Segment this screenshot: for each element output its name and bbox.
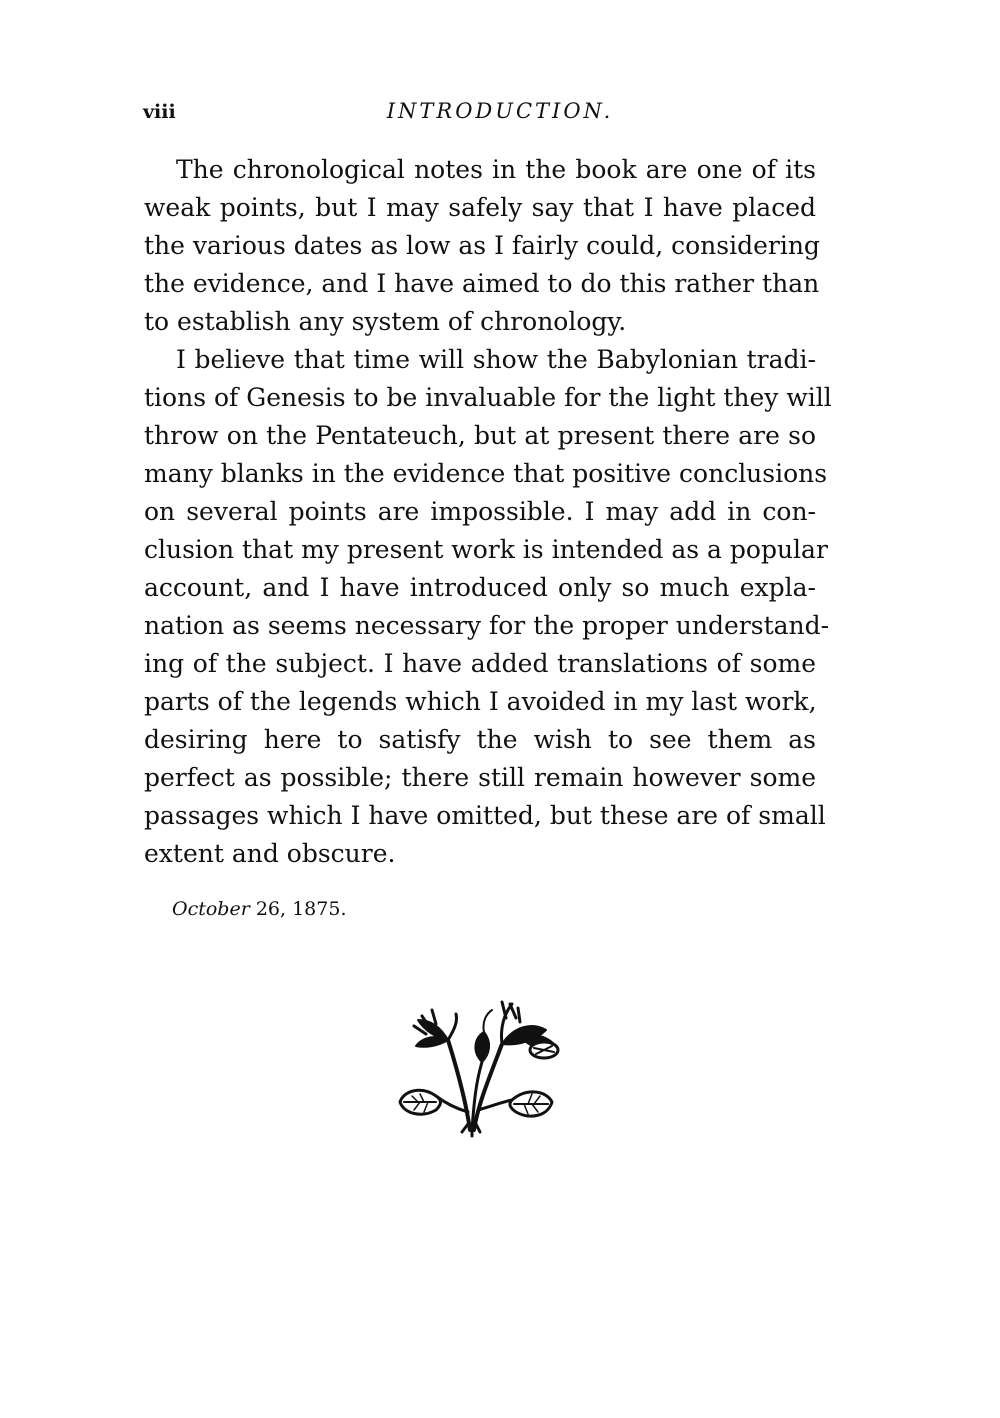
text-line: I believe that time will show the Babylonian tradi- xyxy=(176,345,816,374)
dateline-date: 26, 1875. xyxy=(255,898,347,920)
text-line: desiring here to satisfy the wish to see them as xyxy=(144,725,816,754)
dateline xyxy=(172,898,346,920)
page-number: viii xyxy=(143,101,176,123)
text-line: tions of Genesis to be invaluable for the light they will xyxy=(144,383,832,412)
text-line: account, and I have introduced only so much expla- xyxy=(144,573,816,602)
running-head: INTRODUCTION. xyxy=(386,99,614,123)
text-line: perfect as possible; there still remain however some xyxy=(144,763,816,792)
text-line: The chronological notes in the book are one of its xyxy=(176,155,816,184)
text-line: clusion that my present work is intended as a popular xyxy=(144,535,828,564)
text-line: the evidence, and I have aimed to do this rather than xyxy=(144,269,820,298)
text-line: ing of the subject. I have added translations of some xyxy=(144,649,816,678)
body-text xyxy=(144,151,832,873)
text-line: weak points, but I may safely say that I have placed xyxy=(144,193,816,222)
text-line: parts of the legends which I avoided in my last work, xyxy=(144,687,817,716)
text-line: many blanks in the evidence that positive conclusions xyxy=(144,459,828,488)
text-line: nation as seems necessary for the proper understand- xyxy=(144,611,830,640)
text-line: passages which I have omitted, but these are of small xyxy=(144,801,826,830)
text-line: throw on the Pentateuch, but at present there are so xyxy=(144,421,816,450)
text-line: the various dates as low as I fairly could, considering xyxy=(144,231,820,260)
floral-ornament-icon xyxy=(392,992,572,1140)
text-line: extent and obscure. xyxy=(144,839,396,868)
text-line: to establish any system of chronology. xyxy=(144,307,627,336)
text-line: on several points are impossible. I may add in con- xyxy=(144,497,816,526)
dateline-month: October xyxy=(172,898,250,920)
